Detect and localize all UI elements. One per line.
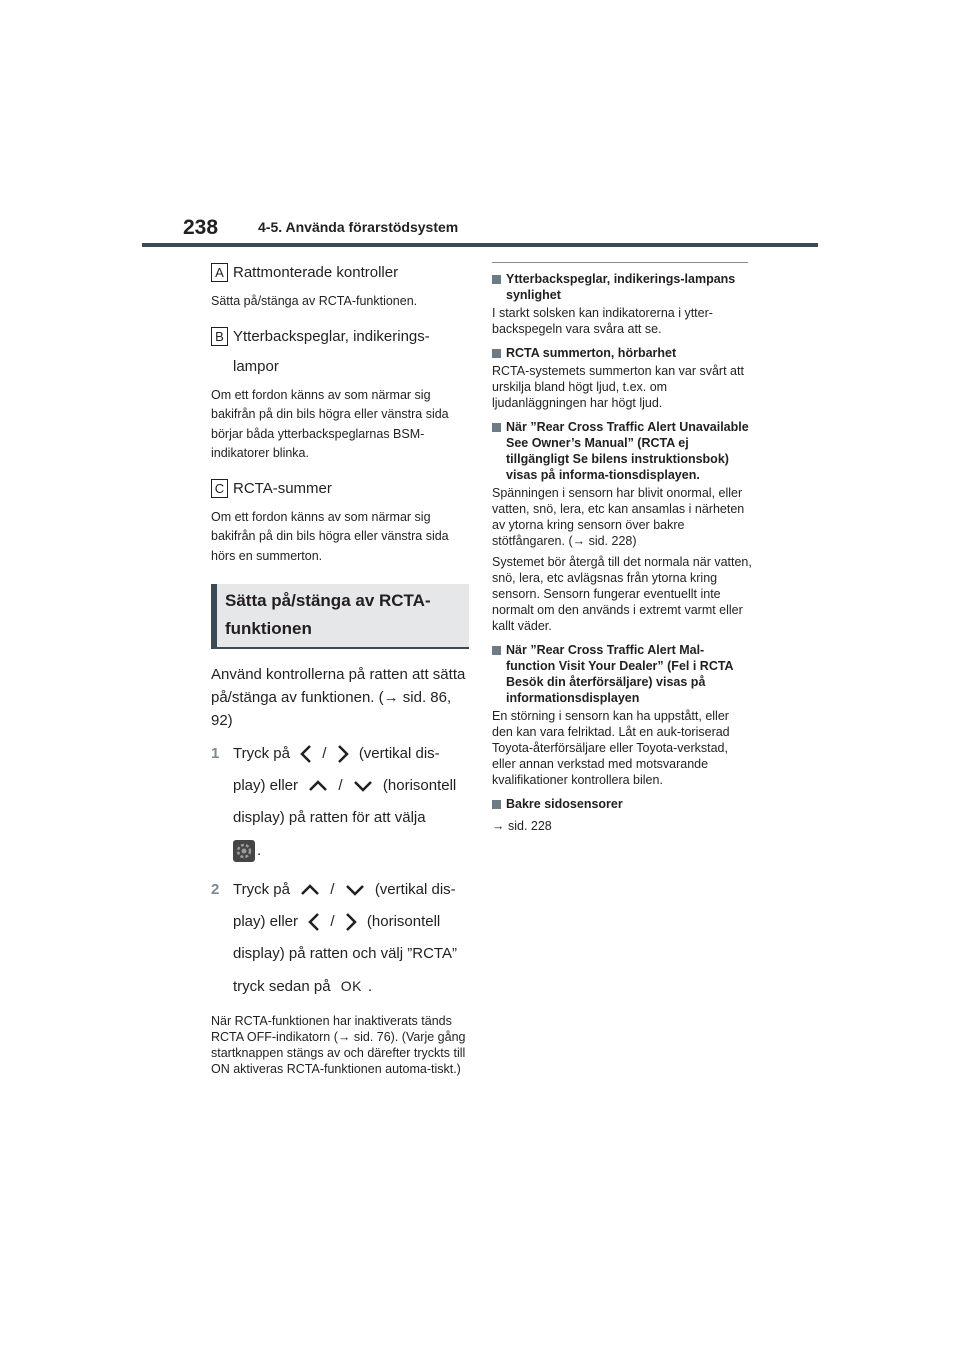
slash-separator: /: [330, 913, 335, 930]
info-heading-mirror-visibility: [492, 271, 752, 303]
letter-b-label: B: [211, 327, 228, 346]
right-column-rule: [492, 262, 748, 263]
step-1-text-a: Tryck på: [233, 745, 290, 762]
square-bullet-icon: [492, 423, 501, 432]
step-2: [211, 874, 469, 1003]
item-a-title: Rattmonterade kontroller: [233, 264, 399, 281]
info-text: I starkt solsken kan indikatorerna i ytter-backspegeln vara svåra att se.: [492, 306, 713, 336]
header-divider: [142, 243, 818, 247]
chevron-left-icon: [308, 912, 320, 932]
chevron-left-icon: [300, 744, 312, 764]
settings-gear-icon: [233, 840, 255, 862]
item-b-description: Om ett fordon känns av som närmar sig bakifrån på din bils högra eller vänstra sida börjar båda ytterbackspeglarnas BSM-indikatorer blinka.: [211, 387, 449, 460]
step-1-text-c: (horisontell display) på ratten för att välja: [233, 777, 457, 826]
info-text: RCTA-systemets summerton kan var svårt att urskilja bland högt ljud, t.ex. om ljudanläggningen har högt ljud.: [492, 364, 744, 410]
step-1-text-b: (vertikal dis-play) eller: [233, 745, 440, 794]
letter-c-label: C: [211, 479, 228, 498]
slash-separator: /: [322, 745, 327, 762]
step-2-text-d: .: [367, 978, 373, 995]
left-column: [211, 258, 469, 1077]
section-title: 4-5. Använda förarstödsystem: [258, 219, 459, 235]
chevron-right-icon: [345, 912, 357, 932]
chevron-down-icon: [345, 884, 365, 896]
square-bullet-icon: [492, 349, 501, 358]
item-b-title: Ytterbackspeglar, indikerings-lampor: [233, 327, 430, 375]
letter-a-label: A: [211, 263, 228, 282]
info-heading-text: Bakre sidosensorer: [506, 797, 623, 811]
step-2-text-c: (horisontell display) på ratten och välj ”RCTA” tryck sedan på: [233, 913, 457, 995]
page-reference: → sid. 228: [492, 819, 552, 833]
info-heading-text: RCTA summerton, hörbarhet: [506, 346, 677, 360]
item-c-description: Om ett fordon känns av som närmar sig bakifrån på din bils högra eller vänstra sida hörs en summerton.: [211, 509, 449, 563]
square-bullet-icon: [492, 800, 501, 809]
step-2-number: 2: [211, 881, 220, 898]
slash-separator: /: [338, 777, 343, 794]
info-text: Spänningen i sensorn har blivit onormal, eller vatten, snö, lera, etc kan ansamlas i närheten av ytorna kring sensorn över bakre stötfångaren. (→ sid. 228): [492, 486, 745, 548]
info-heading-text: Ytterbackspeglar, indikerings-lampans synlighet: [506, 272, 736, 302]
item-c-title: RCTA-summer: [233, 479, 332, 497]
square-bullet-icon: [492, 275, 501, 284]
chevron-up-icon: [308, 780, 328, 792]
item-b-heading: [211, 322, 469, 382]
intro-paragraph: Använd kontrollerna på ratten att sätta på/stänga av funktionen. (→ sid. 86, 92): [211, 666, 466, 729]
info-text: Systemet bör återgå till det normala när vatten, snö, lera, etc avlägsnas från ytorna kring sensorn. Sensorn fungerar eventuellt inte normalt om den används i extremt varmt eller kallt väder.: [492, 555, 752, 633]
square-bullet-icon: [492, 646, 501, 655]
info-heading-rcta-malfunction: [492, 642, 752, 706]
note-paragraph: När RCTA-funktionen har inaktiverats tänds RCTA OFF-indikatorn (→ sid. 76). (Varje gång startknappen stängs av och därefter tryckts till ON aktiveras RCTA-funktionen automa-tiskt.): [211, 1014, 466, 1076]
item-a-description: Sätta på/stänga av RCTA-funktionen.: [211, 294, 418, 308]
chevron-down-icon: [353, 780, 373, 792]
step-1-number: 1: [211, 745, 220, 762]
step-2-text-b: (vertikal dis-play) eller: [233, 881, 456, 930]
step-2-text-a: Tryck på: [233, 881, 290, 898]
info-heading-rcta-unavailable: [492, 419, 752, 483]
page-number: 238: [183, 216, 219, 239]
right-column: [492, 262, 752, 834]
slash-separator: /: [330, 881, 335, 898]
item-a-heading: [211, 258, 469, 288]
info-heading-text: När ”Rear Cross Traffic Alert Mal-function Visit Your Dealer” (Fel i RCTA Besök din återförsäljare) visas på informationsdisplayen: [506, 643, 734, 705]
step-1-text-d: .: [257, 841, 262, 859]
info-heading-rear-side-sensors: [492, 796, 752, 812]
info-heading-text: När ”Rear Cross Traffic Alert Unavailable See Owner’s Manual” (RCTA ej tillgängligt Se bilens instruktionsbok) visas på informa-tionsdisplayen.: [506, 420, 749, 482]
step-1: [211, 738, 469, 868]
info-text: En störning i sensorn kan ha uppstått, eller den kan vara felriktad. Låt en auk-toriserad Toyota-återförsäljare eller Toyota-verkstad, eller annan verkstad med motsvarande kvalifikationer kontrollera bilen.: [492, 709, 730, 787]
item-c-heading: [211, 474, 469, 504]
chevron-right-icon: [337, 744, 349, 764]
section-heading: Sätta på/stänga av RCTA-funktionen: [211, 584, 469, 649]
info-heading-buzzer-audibility: [492, 345, 752, 361]
ok-button-icon: OK: [340, 978, 362, 994]
chevron-up-icon: [300, 884, 320, 896]
